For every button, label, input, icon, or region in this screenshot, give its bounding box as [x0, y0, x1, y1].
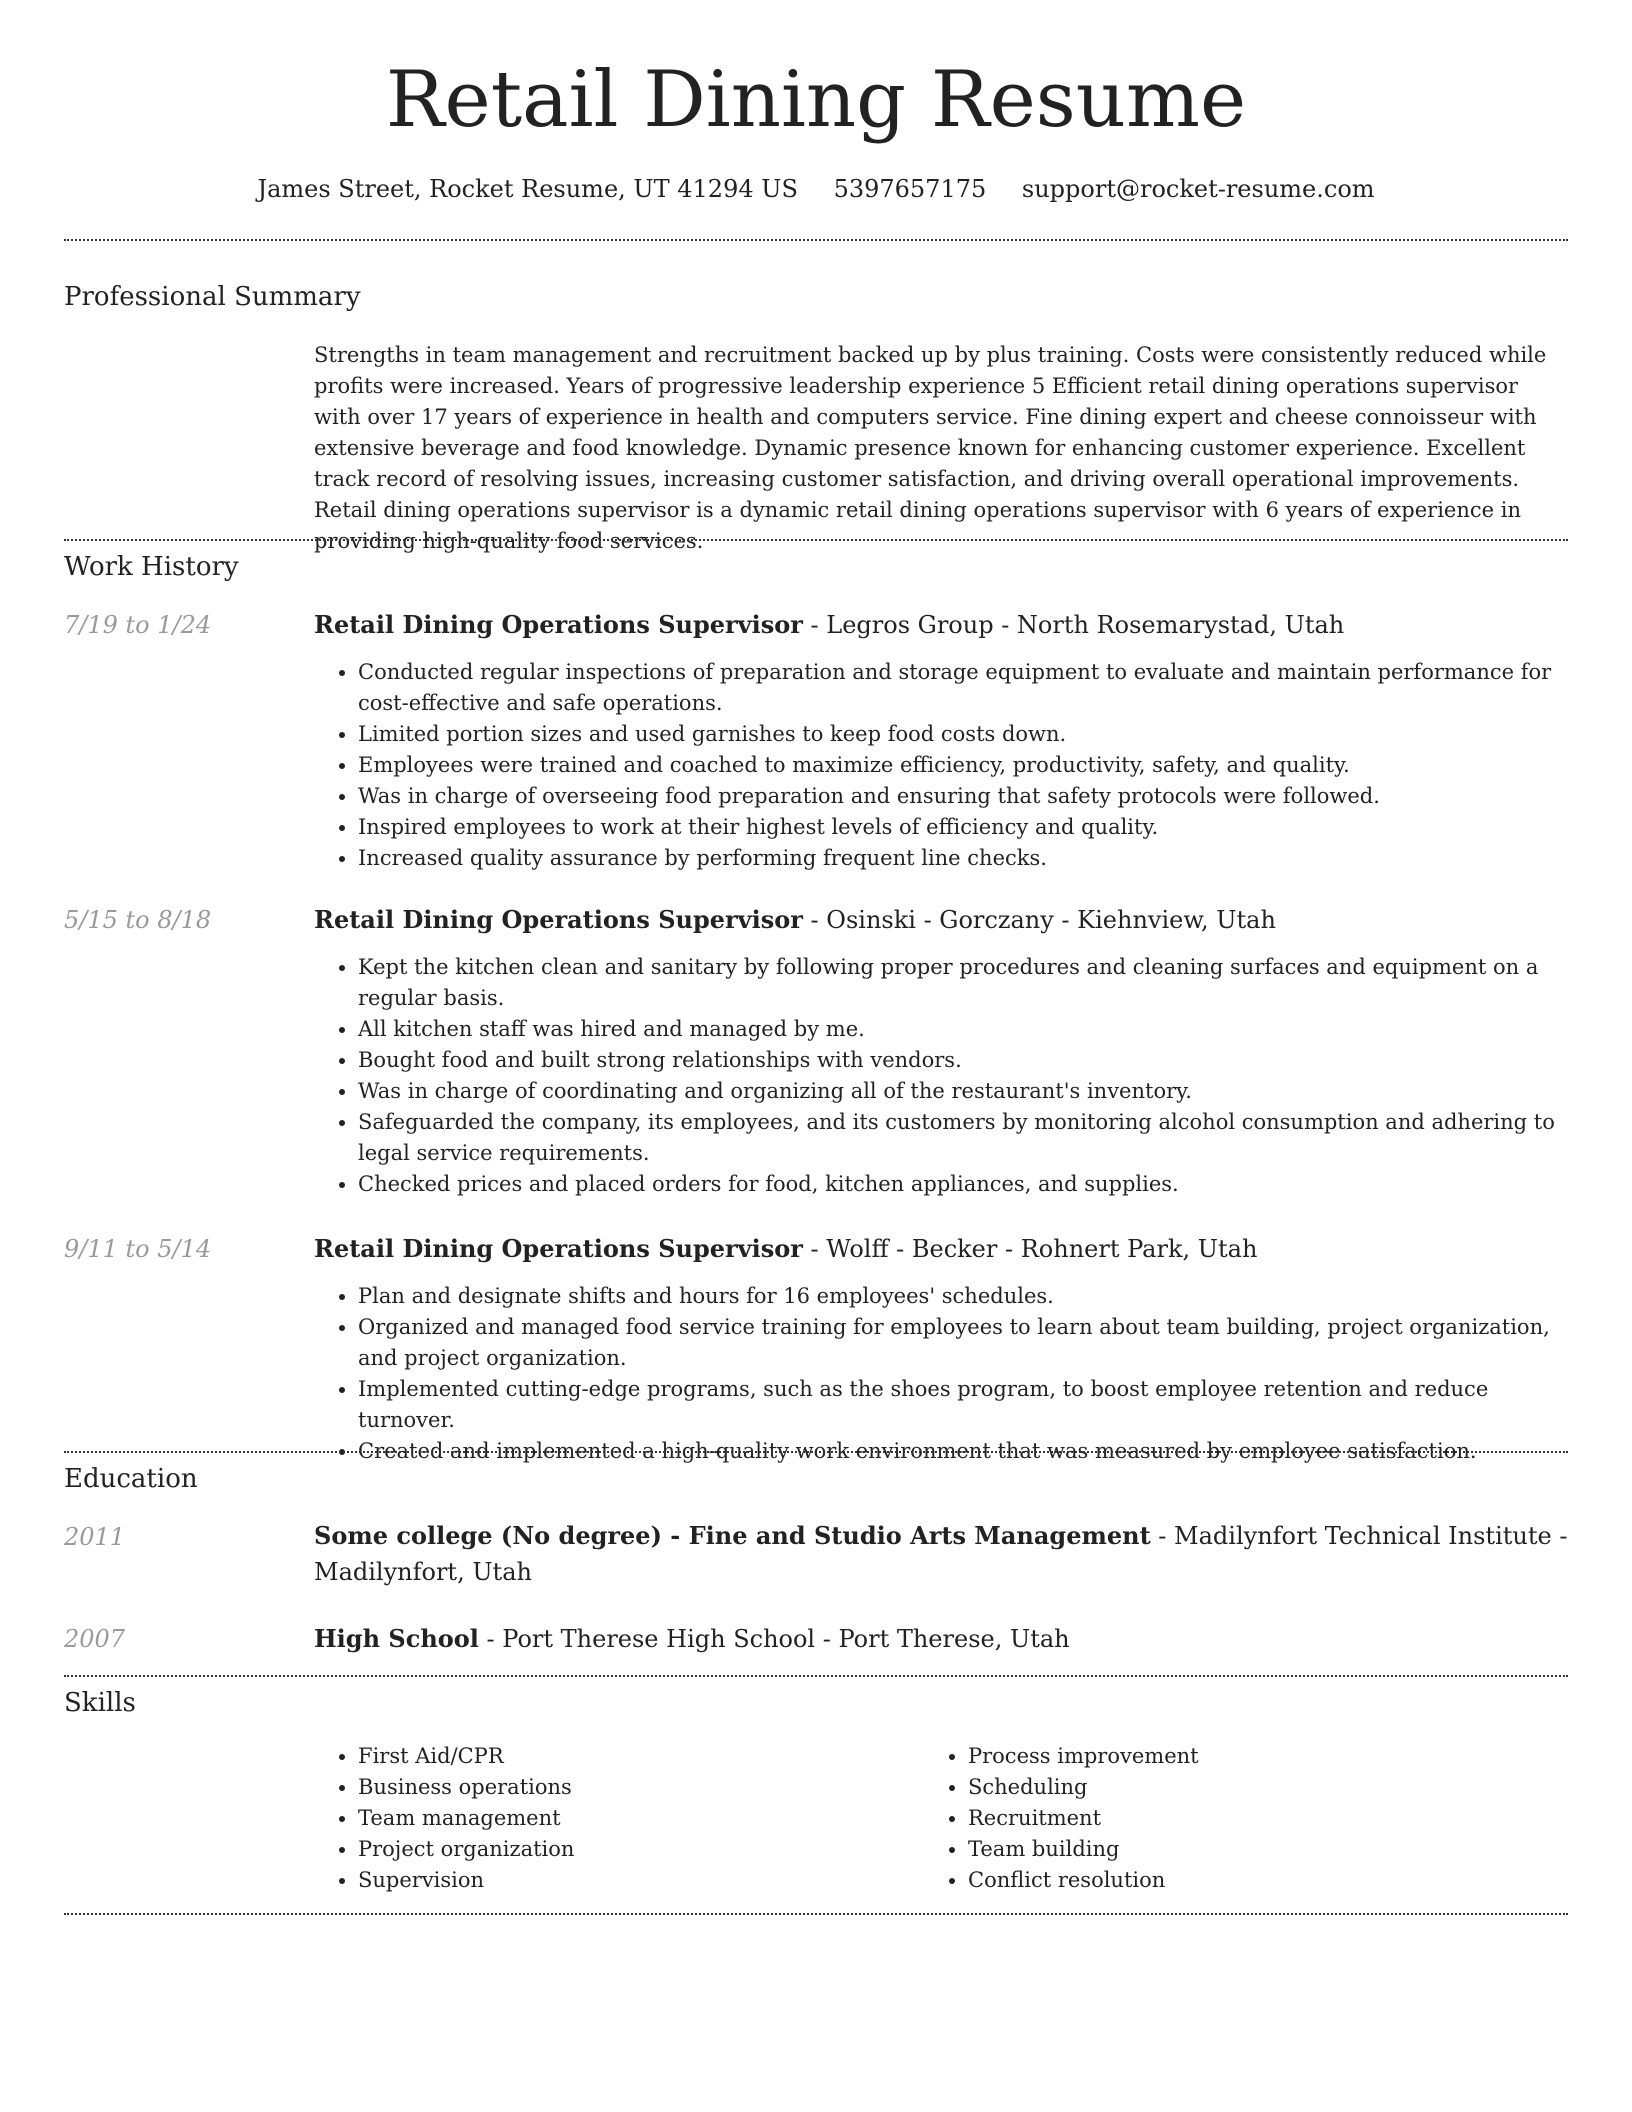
list-item: • All kitchen staff was hired and managed by me.: [358, 1014, 1568, 1045]
contact-line: [0, 172, 1632, 206]
skill-item: • Conflict resolution: [968, 1865, 1484, 1896]
list-item: • Created and implemented a high-quality work environment that was measured by employee satisfaction.: [358, 1436, 1568, 1467]
list-item: • Inspired employees to work at their highest levels of efficiency and quality.: [358, 812, 1568, 843]
job-employer: - Osinski - Gorczany - Kiehnview, Utah: [802, 906, 1276, 934]
list-item: • Plan and designate shifts and hours for 16 employees' schedules.: [358, 1281, 1568, 1312]
skill-item: • Business operations: [358, 1772, 874, 1803]
divider: [64, 1675, 1568, 1677]
summary-text: Strengths in team management and recruitment backed up by plus training. Costs were consistently reduced while profits were increased. Years of progressive leadership experience 5 Efficient retail dining operations supervisor with over 17 years of experience in health and computers service. Fine dining expert and cheese connoisseur with extensive beverage and food knowledge. Dynamic presence known for enhancing customer experience. Excellent track record of resolving issues, increasing customer satisfaction, and driving overall operational improvements. Retail dining operations supervisor is a dynamic retail dining operations supervisor with 6 years of experience in providing high-quality food services.: [314, 343, 1547, 553]
list-item: • Was in charge of coordinating and organizing all of the restaurant's inventory.: [358, 1076, 1568, 1107]
list-item: • Was in charge of overseeing food preparation and ensuring that safety protocols were followed.: [358, 781, 1568, 812]
education-school: - Port Therese High School - Port Therese, Utah: [478, 1625, 1070, 1653]
list-item: • Conducted regular inspections of preparation and storage equipment to evaluate and maintain performance for cost-effective and safe operations.: [358, 657, 1568, 719]
list-item: • Employees were trained and coached to maximize efficiency, productivity, safety, and quality.: [358, 750, 1568, 781]
education-degree: Some college (No degree) - Fine and Studio Arts Management: [314, 1521, 1151, 1550]
education-entry: [314, 1518, 1568, 1590]
job-heading: [314, 902, 1568, 938]
resume-title: Retail Dining Resume: [385, 55, 1247, 145]
section-title-work: Work History: [64, 552, 239, 582]
skills-list-right: [924, 1741, 1484, 1896]
contact-address: James Street, Rocket Resume, UT 41294 US: [257, 175, 798, 203]
list-item: • Bought food and built strong relationships with vendors.: [358, 1045, 1568, 1076]
job-employer: - Wolff - Becker - Rohnert Park, Utah: [802, 1235, 1258, 1263]
list-item: • Safeguarded the company, its employees, and its customers by monitoring alcohol consumption and adhering to legal service requirements.: [358, 1107, 1568, 1169]
job-role: Retail Dining Operations Supervisor: [314, 905, 803, 934]
divider: [64, 539, 1568, 541]
education-year: 2007: [64, 1625, 126, 1653]
job-dates: 9/11 to 5/14: [64, 1235, 212, 1263]
skill-item: • Team building: [968, 1834, 1484, 1865]
list-item: • Increased quality assurance by performing frequent line checks.: [358, 843, 1568, 874]
job-heading: [314, 1231, 1568, 1267]
skill-item: • Supervision: [358, 1865, 874, 1896]
education-school: - Madilynfort Technical Institute - Madilynfort, Utah: [314, 1522, 1568, 1586]
job-bullets: [314, 657, 1568, 874]
contact-phone: 5397657175: [833, 175, 987, 203]
skills-list-left: [314, 1741, 874, 1896]
job-heading: [314, 607, 1568, 643]
skill-item: • Scheduling: [968, 1772, 1484, 1803]
education-year: 2011: [64, 1523, 126, 1551]
job-dates: 5/15 to 8/18: [64, 906, 212, 934]
list-item: • Implemented cutting-edge programs, such as the shoes program, to boost employee retention and reduce turnover.: [358, 1374, 1568, 1436]
divider: [64, 1913, 1568, 1915]
list-item: • Checked prices and placed orders for food, kitchen appliances, and supplies.: [358, 1169, 1568, 1200]
job-dates: 7/19 to 1/24: [64, 611, 212, 639]
job-bullets: [314, 952, 1568, 1200]
section-title-skills: Skills: [64, 1688, 136, 1718]
job-bullets: [314, 1281, 1568, 1467]
list-item: • Kept the kitchen clean and sanitary by following proper procedures and cleaning surfaces and equipment on a regular basis.: [358, 952, 1568, 1014]
skill-item: • Recruitment: [968, 1803, 1484, 1834]
skill-item: • Project organization: [358, 1834, 874, 1865]
job-role: Retail Dining Operations Supervisor: [314, 1234, 803, 1263]
skill-item: • Team management: [358, 1803, 874, 1834]
job-role: Retail Dining Operations Supervisor: [314, 610, 803, 639]
list-item: • Limited portion sizes and used garnishes to keep food costs down.: [358, 719, 1568, 750]
section-title-education: Education: [64, 1464, 198, 1494]
list-item: • Organized and managed food service training for employees to learn about team building, project organization, and project organization.: [358, 1312, 1568, 1374]
job-employer: - Legros Group - North Rosemarystad, Utah: [802, 611, 1345, 639]
skill-item: • First Aid/CPR: [358, 1741, 874, 1772]
skill-item: • Process improvement: [968, 1741, 1484, 1772]
divider: [64, 239, 1568, 241]
divider: [64, 1451, 1568, 1453]
contact-email: support@rocket-resume.com: [1021, 175, 1375, 203]
section-title-summary: Professional Summary: [64, 282, 361, 312]
education-degree: High School: [314, 1624, 479, 1653]
education-entry: [314, 1621, 1568, 1657]
